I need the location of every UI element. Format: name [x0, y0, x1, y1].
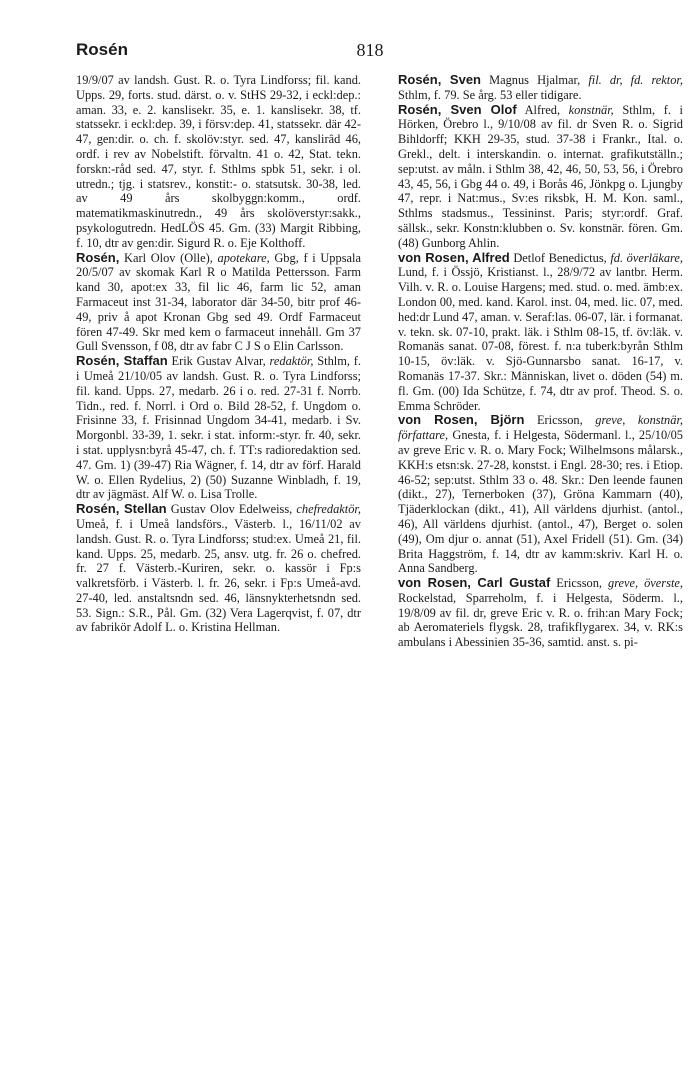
- running-head: Rosén: [76, 40, 128, 59]
- entry-title: fd. överläkare,: [610, 250, 683, 265]
- entry-name: Rosén, Stellan: [76, 501, 167, 517]
- entry-text: 19/9/07 av landsh. Gust. R. o. Tyra Lindforss; fil. kand. Upps. 29, forts. stud. därst. o. v. StHS 29-32, i eckl:dep.: aman. 33, e. 2. kanslisekr. 35, e. 1. kanslisekr. 38, tf. statssekr. i eckl:dep. 39, i försv:dep. 41, statssekr. där 42-47, gen:dir. o. ch. f. skolöv:styr. sed. 47, kanslirâd 46, ordf. i rev av Nobelstift. förvaltn. 41 o. 42, Stat. tekn. forskn:-råd sed. 47, styr. f. Sthlms spbk 51, sekr. i ol. utredn.; tjg. i statsrev., konstit:- o. statsutsk. 30-38, led. av 49 års skolbyggn:komm., ordf. matematikmaskinutredn., 49 års skolöverstyr:sakk., psykologutredn. HedLÖS 45. Gm. (33) Margit Ribbing, f. 10, dtr av gen:dir. Sigurd R. o. Eje Kolthoff.: [76, 73, 361, 250]
- entry-sven-rosen: [398, 73, 683, 103]
- entry-title: fil. dr, fd. rektor,: [588, 73, 683, 87]
- entry-given-names: Ericsson,: [556, 576, 603, 591]
- entry-given-names: Karl Olov (Olle),: [124, 250, 213, 265]
- entry-given-names: Erik Gustav Alvar,: [171, 354, 266, 369]
- entry-text: Sthlm, f. i Umeå 21/10/05 av landsh. Gust. R. o. Tyra Lindforss; fil. kand. Upps. 27, medarb. 26 i o. red. 27-31 f. Norrb. Tidn., red. f. Norrl. i Ord o. Bild 28-52, f. Ungdom o. Frisinne 33, f. Frisinnad Ungdom 34-41, medarb. i Sv. Morgonbl. 33-39, 1. sekr. i stat. inform:-styr. fr. 40, sekr. i stat. upplysn:byrå 45-47, ch. f. TT:s radioredaktion sed. 47. Gm. 1) (39-47) Ria Wägner, f. 14, dtr av förf. Harald W. o. Ellen Rydelius, 2) (50) Suzanne Winbladh, f. 19, dtr av jägmäst. Alf W. o. Lisa Trolle.: [76, 354, 361, 502]
- entry-alfred-von-rosen: [398, 251, 683, 414]
- entry-given-names: Detlof Benedictus,: [513, 250, 607, 265]
- entry-continuation: [76, 73, 361, 251]
- entry-name: von Rosen, Björn: [398, 412, 525, 428]
- entry-text: Gnesta, f. i Helgesta, Södermanl. l., 25/10/05 av greve Eric v. R. o. Mary Fock; Wilhelmsons målarsk., KKH:s etsn:sk. 27-28, konstst. i Engl. 28-30; res. i Etiop. 46-52; sep:utst. Sthlm 33 o. 48. Skr.: Den leende faunen (dikt., 27), Ternerboken (37), Gröna Kammarn (40), Tjäderklockan (dikt., 41), All världens djurhist. (antol., 46), All världens djurhist. (antol., 47), Berget o. solen (49), Om djur o. annat (51), Axel Fridell (51). Gm. (34) Brita Haggström, f. 14, dtr av kamm:skriv. Karl H. o. Anna Sandberg.: [398, 428, 683, 576]
- entry-bjorn-von-rosen: [398, 413, 683, 576]
- entry-title: apotekare,: [217, 250, 270, 265]
- left-column: [76, 73, 361, 635]
- right-column: [398, 73, 683, 650]
- entry-name: Rosén, Staffan: [76, 353, 168, 369]
- entry-text: Rockelstad, Sparreholm, f. i Helgesta, Söderm. l., 19/8/09 av fil. dr, greve Eric v. R. o. frih:an Mary Fock; ab Aeromateriels flygsk. 28, trafikflygarex. 34, v. RK:s ambulans i Abessinien 35-36, samtid. anst. s. pi-: [398, 590, 683, 650]
- entry-sven-olof-rosen: [398, 103, 683, 251]
- entry-text: Sthlm, f. i Hörken, Örebro l., 9/10/08 av fil. dr Sven R. o. Sigrid Bihldorff; KKH 29-35, stud. 37-38 i Frankr., Ital. o. Grekl., delt. i interskandin. o. internat. grafikutställn.; sep:utst. av måln. i Sthlm 38, 42, 46, 50, 53, 56, i Örebro 43, 45, 56, i Gbg 44 o. 49, i Borås 46, Jönkpg o. Ljungby 47, repr. i Nat:mus., Sv:es riksbk, H. M. Kon. saml., Sthlms stadsmus., Tessininst. Paris; styr:ordf. Graf. sällsk., sekr. Konstn:klubben o. Sv. konstnär. fören. Gm. (48) Gunborg Ahlin.: [398, 102, 683, 250]
- entry-stellan-rosen: [76, 502, 361, 635]
- entry-karl-olov-rosen: [76, 251, 361, 355]
- entry-text: Sthlm, f. 79. Se årg. 53 eller tidigare.: [398, 87, 582, 102]
- page-header: [76, 40, 664, 66]
- entry-given-names: Alfred,: [524, 102, 561, 117]
- entry-text: Umeå, f. i Umeå landsförs., Västerb. l., 16/11/02 av landsh. Gust. R. o. Tyra Lindforss; stud:ex. Umeå 21, fil. kand. Upps. 25, medarb. 25, ansv. utg. fr. 26 o. chefred. fr. 27 f. Västerb.-Kuriren, sekr. o. kassör i Fp:s valkretsförb. i Västerb. l. fr. 26, sekr. i Fp:s Umeå-avd. 27-40, led. anstaltsndn sed. 46, länsnykterhetsndn sed. 53. Sign.: S.R., Pål. Gm. (32) Vera Lagerqvist, f. 07, dtr av fabrikör Adolf L. o. Kristina Hellman.: [76, 516, 361, 635]
- entry-text: Gbg, f i Uppsala 20/5/07 av skomak Karl R o Matilda Pettersson. Farm kand 30, apot:ex 33, fil lic 46, farm lic 52, aman Farmaceut inst 31-34, laborator där 34-50, bitr prof 46-49, priv å apot Kronan Gbg sed 49. Ordf Farmaceut fören 47-49. Skr med kem o farmaceut innehåll. Gm 37 Gull Svensson, f 08, dtr av fabr C J S o Elin Carlsson.: [76, 250, 361, 354]
- entry-name: Rosén,: [76, 249, 120, 265]
- entry-given-names: Magnus Hjalmar,: [489, 73, 581, 87]
- entry-carl-gustaf-von-rosen: [398, 576, 683, 650]
- entry-title: chefredaktör,: [296, 502, 361, 517]
- entry-text: Lund, f. i Össjö, Kristianst. l., 28/9/72 av lantbr. Herm. Vilh. v. R. o. Louise Hargens; med. stud. o. med. ämb:ex. London 00, med. kand. Karol. inst. 04, med. lic. 07, med. hed:dr Lund 47, aman. v. Seraf:las. 06-07, lär. i formanat. v. tekn. sk. 07-10, prakt. läk. i Sthlm 08-15, tf. öv:läk. v. Romanäs sanat. 07-08, förest. f. n:a tuberk:byrån Sthlm 10-15, öv:läk. v. Sjö-Gunnarsbo sanat. 16-17, v. Romanäs 17-37. Skr.: Människan, livet o. döden (54) m. fl. Gm. (00) Ida Schütze, f. 74, dtr av prof. Theod. S. o. Emma Schröder.: [398, 265, 683, 413]
- entry-title: redaktör,: [269, 354, 314, 369]
- entry-staffan-rosen: [76, 354, 361, 502]
- entry-given-names: Gustav Olov Edelweiss,: [170, 502, 293, 517]
- entry-given-names: Ericsson,: [536, 413, 583, 428]
- entry-name: von Rosen, Carl Gustaf: [398, 575, 551, 591]
- entry-title: greve, konstnär, författare,: [398, 413, 683, 443]
- page-number: 818: [356, 40, 384, 60]
- entry-title: greve, överste,: [608, 576, 683, 591]
- entry-name: Rosén, Sven: [398, 72, 481, 87]
- entry-name: Rosén, Sven Olof: [398, 101, 517, 117]
- entry-title: konstnär,: [568, 102, 614, 117]
- entry-name: von Rosen, Alfred: [398, 249, 510, 265]
